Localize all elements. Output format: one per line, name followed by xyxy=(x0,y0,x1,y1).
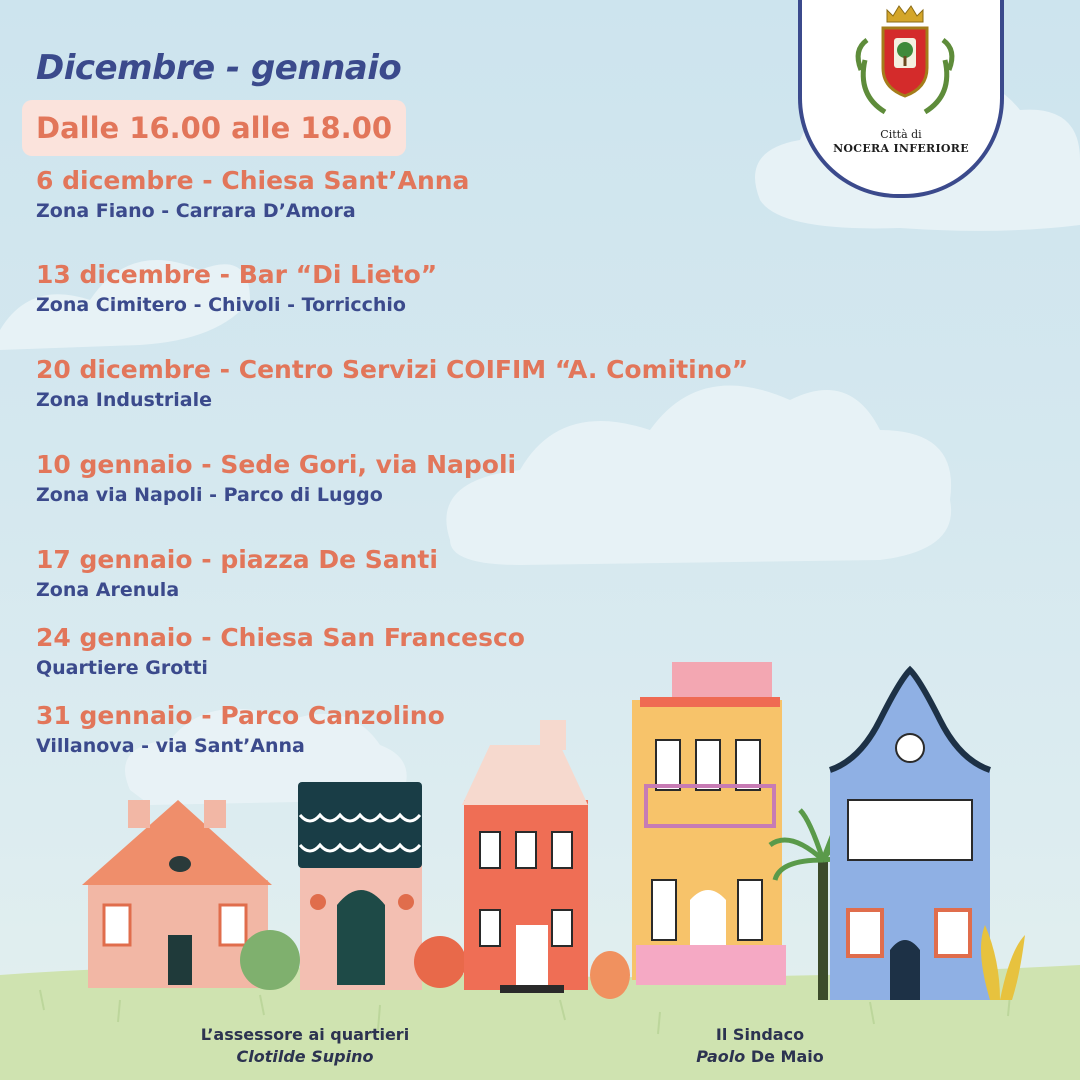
signature-sindaco xyxy=(660,1024,860,1068)
houses-illustration xyxy=(0,640,1080,1000)
house-dark-roof xyxy=(298,782,422,990)
signature-assessore xyxy=(180,1024,430,1068)
event-item xyxy=(36,623,525,681)
event-item xyxy=(36,166,469,224)
event-place: 6 dicembre - Chiesa Sant’Anna xyxy=(36,166,470,195)
time-badge: Dalle 16.00 alle 18.00 xyxy=(22,100,406,156)
signature-first-name: Paolo xyxy=(696,1047,746,1066)
event-place: 31 gennaio - Parco Canzolino xyxy=(36,701,445,730)
crest-label-line2: NOCERA INFERIORE xyxy=(833,142,969,155)
event-item xyxy=(36,260,437,318)
event-zone: Quartiere Grotti xyxy=(36,657,208,679)
event-zone: Zona via Napoli - Parco di Luggo xyxy=(36,484,383,506)
event-item xyxy=(36,450,516,508)
signature-last-name: De Maio xyxy=(750,1047,824,1066)
crest-label-line1: Città di xyxy=(880,128,922,141)
event-place: 24 gennaio - Chiesa San Francesco xyxy=(36,623,525,652)
event-item xyxy=(36,355,748,413)
event-zone: Zona Industriale xyxy=(36,389,213,411)
signature-role: Il Sindaco xyxy=(715,1025,805,1044)
house-yellow xyxy=(632,662,786,985)
event-item xyxy=(36,545,438,603)
event-zone: Zona Fiano - Carrara D’Amora xyxy=(36,200,356,222)
event-place: 17 gennaio - piazza De Santi xyxy=(36,545,438,574)
house-orange-tall xyxy=(462,720,588,993)
event-place: 20 dicembre - Centro Servizi COIFIM “A. Comitino” xyxy=(36,355,749,384)
bush-orange xyxy=(414,936,466,988)
event-zone: Villanova - via Sant’Anna xyxy=(36,735,305,757)
plant-yellow xyxy=(981,925,1025,1000)
event-place: 13 dicembre - Bar “Di Lieto” xyxy=(36,260,438,289)
city-crest-badge xyxy=(798,0,1004,198)
event-place: 10 gennaio - Sede Gori, via Napoli xyxy=(36,450,517,479)
event-item xyxy=(36,701,445,759)
event-zone: Zona Arenula xyxy=(36,579,180,601)
house-blue xyxy=(830,670,990,1000)
signature-name xyxy=(660,1046,860,1068)
bush xyxy=(240,930,300,990)
signature-role: L’assessore ai quartieri xyxy=(200,1025,410,1044)
event-zone: Zona Cimitero - Chivoli - Torricchio xyxy=(36,294,406,316)
signature-name: Clotilde Supino xyxy=(236,1047,374,1066)
page-title: Dicembre - gennaio xyxy=(36,48,402,88)
plant-pot xyxy=(590,951,630,999)
